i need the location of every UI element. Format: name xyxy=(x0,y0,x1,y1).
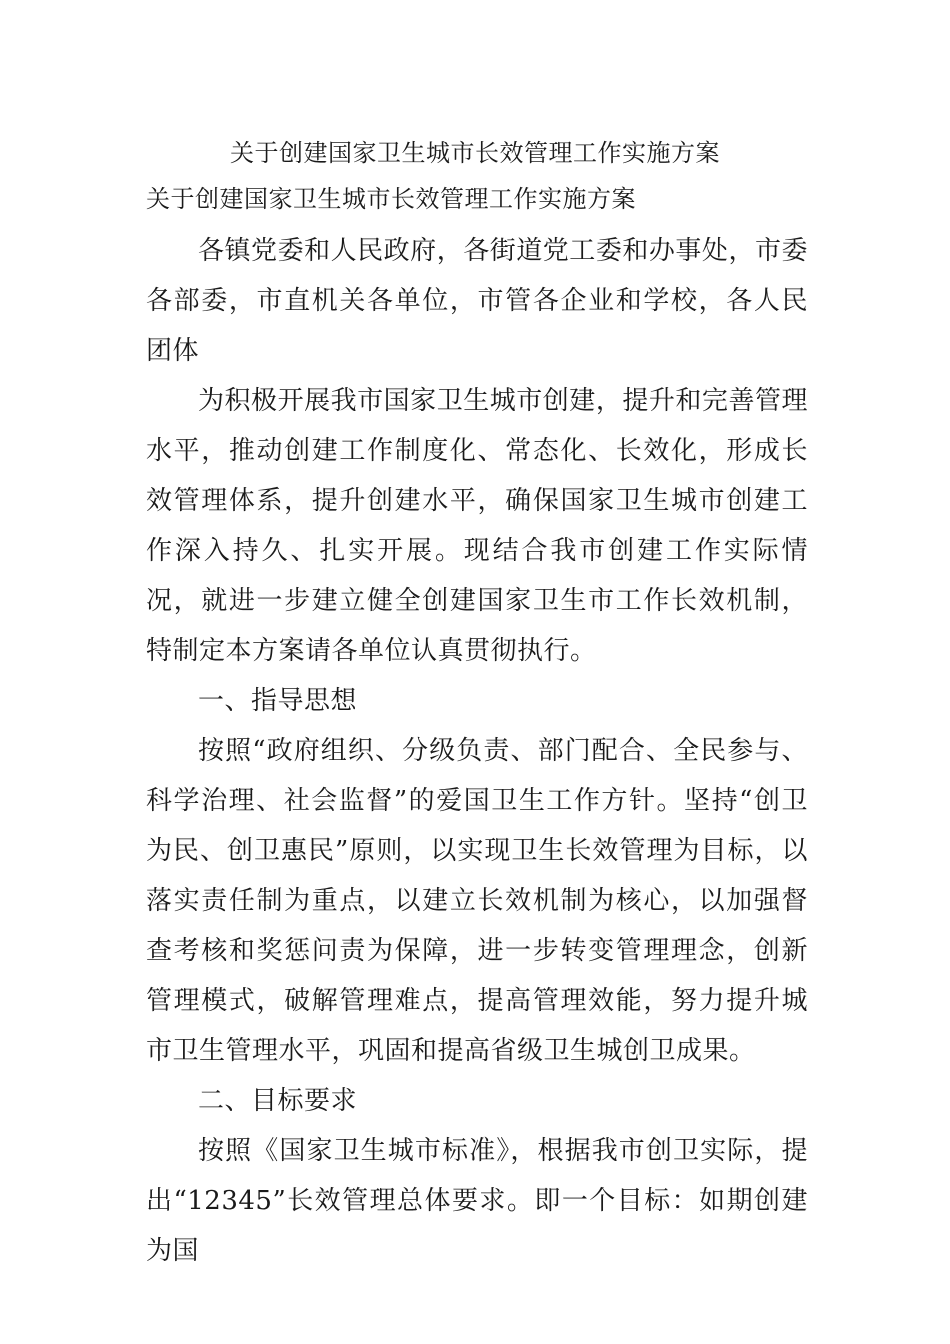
body-text xyxy=(146,376,808,1276)
intro-paragraph: 为积极开展我市国家卫生城市创建，提升和完善管理水平，推动创建工作制度化、常态化、长效化，形成长效管理体系，提升创建水平，确保国家卫生城市创建工作深入持久、扎实开展。现结合我市创建工作实际情况，就进一步建立健全创建国家卫生市工作长效机制，特制定本方案请各单位认真贯彻执行。 xyxy=(146,386,808,666)
document-subtitle: 关于创建国家卫生城市长效管理工作实施方案 xyxy=(146,185,636,213)
document-title: 关于创建国家卫生城市长效管理工作实施方案 xyxy=(230,139,720,167)
addressee-paragraph: 各镇党委和人民政府，各街道党工委和办事处，市委各部委，市直机关各单位，市管各企业和学校，各人民团体 xyxy=(146,236,808,366)
section-heading-guiding-ideology: 一、指导思想 xyxy=(198,686,358,716)
addressee-block xyxy=(146,226,808,376)
guiding-ideology-paragraph: 按照“政府组织、分级负责、部门配合、全民参与、科学治理、社会监督”的爱国卫生工作方针。坚持“创卫为民、创卫惠民”原则，以实现卫生长效管理为目标，以落实责任制为重点，以建立长效机制为核心，以加强督查考核和奖惩问责为保障，进一步转变管理理念，创新管理模式，破解管理难点，提高管理效能，努力提升城市卫生管理水平，巩固和提高省级卫生城创卫成果。 xyxy=(146,736,808,1066)
section-heading-goals: 二、目标要求 xyxy=(198,1086,358,1116)
goals-paragraph: 按照《国家卫生城市标准》，根据我市创卫实际，提出“12345”长效管理总体要求。即一个目标：如期创建为国 xyxy=(146,1136,808,1266)
